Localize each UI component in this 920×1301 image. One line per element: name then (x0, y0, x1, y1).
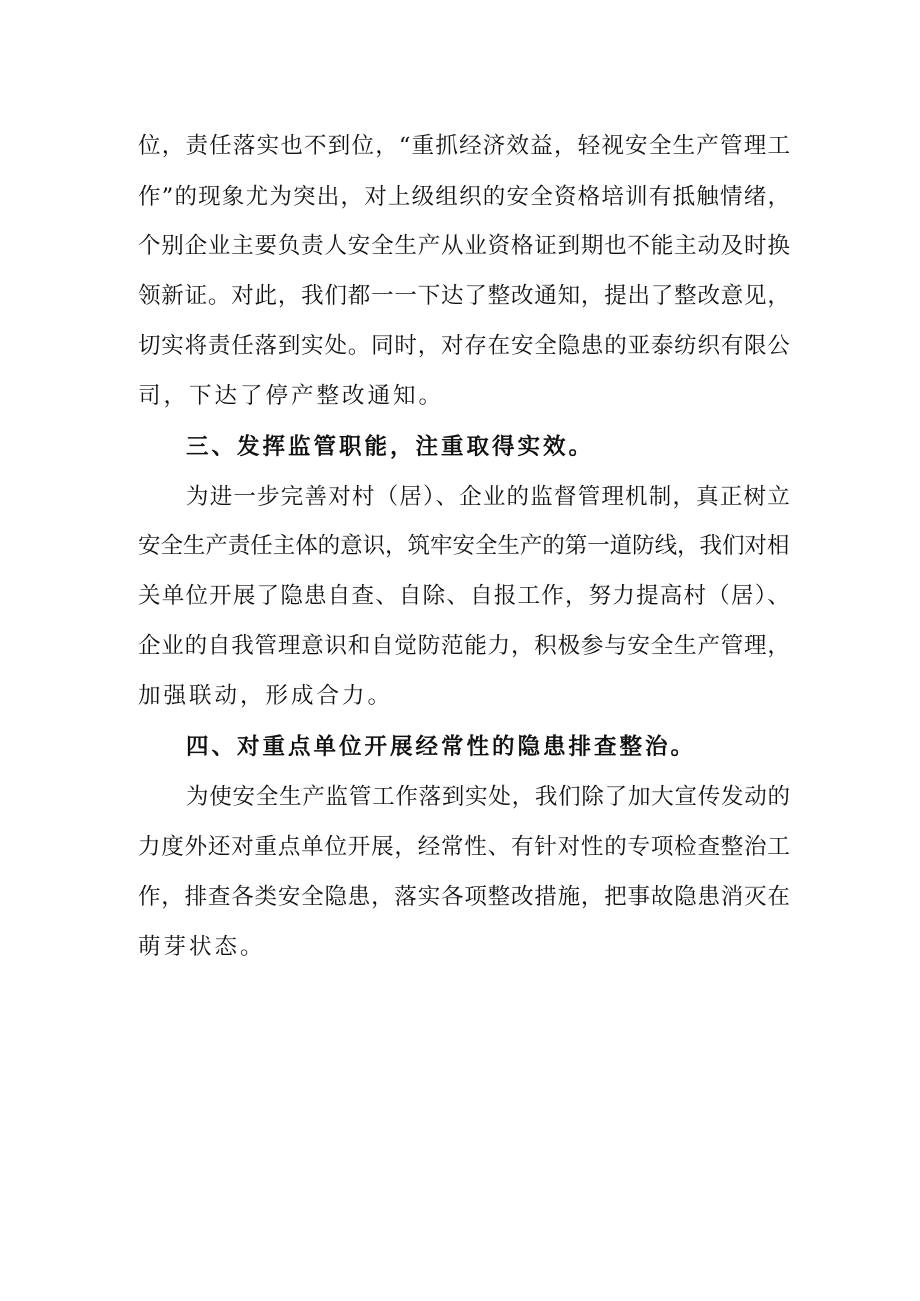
section-heading-3: 三、发挥监管职能，注重取得实效。 (186, 434, 595, 460)
paragraph-3-line-4: 萌芽状态。 (138, 934, 266, 960)
paragraph-1-line-6: 司，下达了停产整改通知。 (138, 383, 445, 409)
paragraph-1-line-4: 领新证。对此，我们都一一下达了整改通知，提出了整改意见， (138, 283, 791, 309)
paragraph-3-line-1: 为使安全生产监管工作落到实处，我们除了加大宣传发动的 (186, 784, 791, 810)
paragraph-2-line-5: 加强联动，形成合力。 (138, 683, 394, 709)
paragraph-2-line-1: 为进一步完善对村（居）、企业的监督管理机制，真正树立 (186, 484, 791, 510)
paragraph-3-line-2: 力度外还对重点单位开展，经常性、有针对性的专项检查整治工 (138, 834, 791, 860)
paragraph-1-line-5: 切实将责任落到实处。同时，对存在安全隐患的亚泰纺织有限公 (138, 333, 791, 359)
paragraph-2-line-2: 安全生产责任主体的意识，筑牢安全生产的第一道防线，我们对相 (138, 533, 790, 559)
paragraph-2-line-3: 关单位开展了隐患自查、自除、自报工作，努力提高村（居）、 (138, 583, 791, 609)
paragraph-2-line-4: 企业的自我管理意识和自觉防范能力，积极参与安全生产管理， (138, 633, 791, 659)
paragraph-3-line-3: 作，排查各类安全隐患，落实各项整改措施，把事故隐患消灭在 (138, 884, 791, 910)
section-heading-4: 四、对重点单位开展经常性的隐患排查整治。 (186, 734, 697, 760)
paragraph-1-line-1: 位，责任落实也不到位，“重抓经济效益，轻视安全生产管理工 (138, 133, 792, 159)
paragraph-1-line-2: 作”的现象尤为突出，对上级组织的安全资格培训有抵触情绪， (138, 184, 792, 210)
paragraph-1-line-3: 个别企业主要负责人安全生产从业资格证到期也不能主动及时换 (138, 233, 791, 259)
